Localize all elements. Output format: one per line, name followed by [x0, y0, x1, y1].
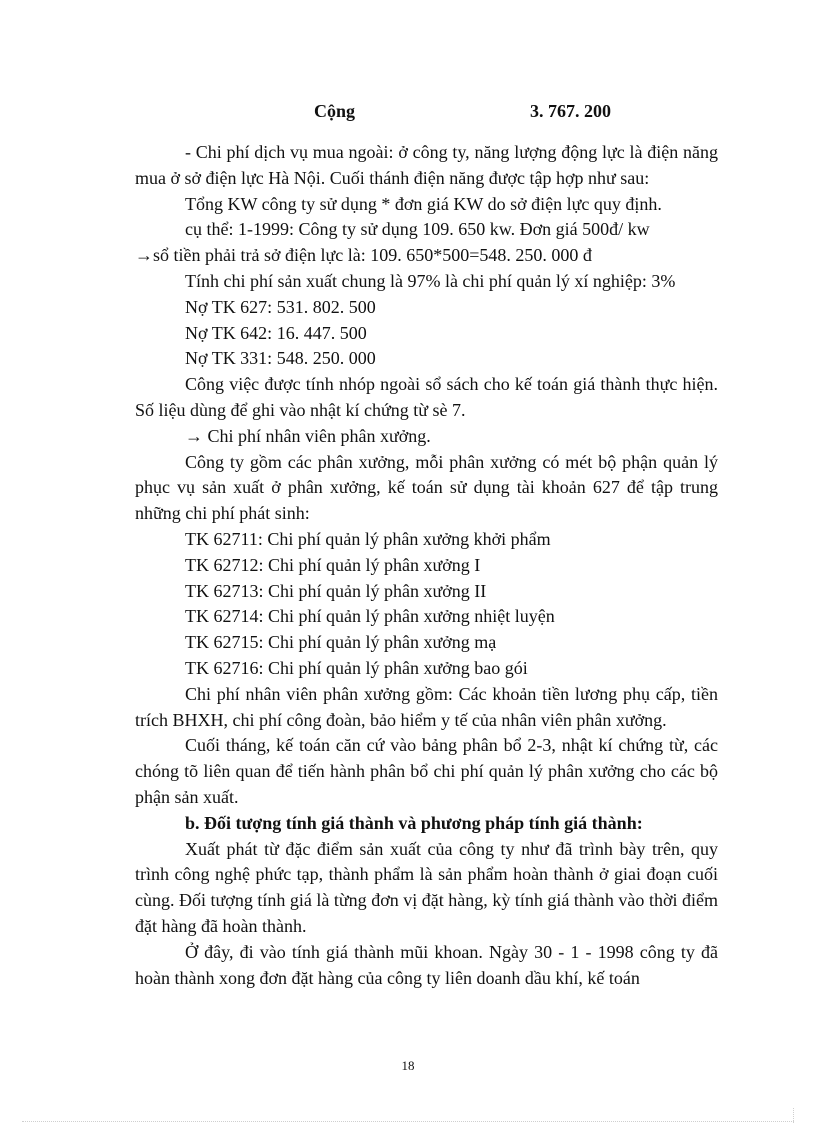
- paragraph-drill-bit-costing: Ở đây, đi vào tính giá thành mũi khoan. Ngày 30 - 1 - 1998 công ty đã hoàn thành xong đơn đặt hàng của công ty liên doanh dầu khí, kế toán: [135, 941, 718, 988]
- paragraph-costing-object: Xuất phát từ đặc điểm sản xuất của công ty như đã trình bày trên, quy trình công nghệ phức tạp, thành phẩm là sản phẩm hoàn thành ở giai đoạn cuối cùng. Đối tượng tính giá là từng đơn vị đặt hàng, kỳ tính giá thành vào thời điểm đặt hàng đã hoàn thành.: [135, 838, 718, 936]
- page-number: 18: [401, 1058, 415, 1073]
- account-item-62713: TK 62713: Chi phí quản lý phân xưởng II: [185, 580, 487, 601]
- total-row: [0, 101, 816, 125]
- account-item-62712: TK 62712: Chi phí quản lý phân xưởng I: [185, 554, 481, 575]
- entry-debit-331: Nợ TK 331: 548. 250. 000: [185, 348, 376, 369]
- entry-debit-627: Nợ TK 627: 531. 802. 500: [185, 296, 376, 317]
- paragraph-bookkeeping-note: Công việc được tính nhóp ngoài sổ sách cho kế toán giá thành thực hiện. Số liệu dùng để ghi vào nhật kí chứng từ sè 7.: [135, 374, 718, 420]
- paragraph-workshops: Công ty gồm các phân xưởng, mỗi phân xưởng có mét bộ phận quản lý phục vụ sản xuất ở phân xưởng, kế toán sử dụng tài khoản 627 để tập trung những chi phí phát sinh:: [135, 451, 718, 524]
- page-bottom-divider: [22, 1121, 794, 1122]
- account-item-62711: TK 62711: Chi phí quản lý phân xưởng khởi phẩm: [185, 528, 551, 549]
- section-heading-costing: b. Đối tượng tính giá thành và phương pháp tính giá thành:: [185, 812, 643, 833]
- paragraph-workshop-staff-heading: → Chi phí nhân viên phân xưởng.: [185, 425, 431, 446]
- entry-debit-642: Nợ TK 642: 16. 447. 500: [185, 322, 367, 343]
- total-value: 3. 767. 200: [530, 101, 611, 121]
- body-text: [135, 140, 718, 991]
- account-item-62714: TK 62714: Chi phí quản lý phân xưởng nhiệt luyện: [185, 606, 555, 627]
- total-label: Cộng: [314, 101, 356, 121]
- page-corner-divider: [793, 1108, 794, 1123]
- paragraph-amount-payable: →sổ tiền phải trả sở điện lực là: 109. 650*500=548. 250. 000 đ: [135, 245, 592, 266]
- paragraph-month-end: Cuối tháng, kế toán căn cứ vào bảng phân bổ 2-3, nhật kí chứng từ, các chóng tõ liên quan để tiến hành phân bổ chi phí quản lý phân xưởng cho các bộ phận sản xuất.: [135, 735, 718, 807]
- paragraph-kw-formula: Tổng KW công ty sử dụng * đơn giá KW do sở điện lực quy định.: [185, 193, 662, 214]
- account-item-62715: TK 62715: Chi phí quản lý phân xưởng mạ: [185, 632, 497, 653]
- paragraph-staff-costs: Chi phí nhân viên phân xưởng gồm: Các khoản tiền lương phụ cấp, tiền trích BHXH, chi phí công đoàn, bảo hiểm y tế của nhân viên phân xưởng.: [135, 683, 718, 730]
- paragraph-purchased-services: - Chi phí dịch vụ mua ngoài: ở công ty, năng lượng động lực là điện năng mua ở sở điện lực Hà Nội. Cuối thánh điện năng được tập hợp như sau:: [135, 142, 718, 188]
- paragraph-allocation-ratio: Tính chi phí sản xuất chung là 97% là chi phí quản lý xí nghiệp: 3%: [185, 270, 676, 291]
- account-item-62716: TK 62716: Chi phí quản lý phân xưởng bao gói: [185, 657, 528, 678]
- paragraph-usage-detail: cụ thể: 1-1999: Công ty sử dụng 109. 650 kw. Đơn giá 500đ/ kw: [185, 219, 650, 240]
